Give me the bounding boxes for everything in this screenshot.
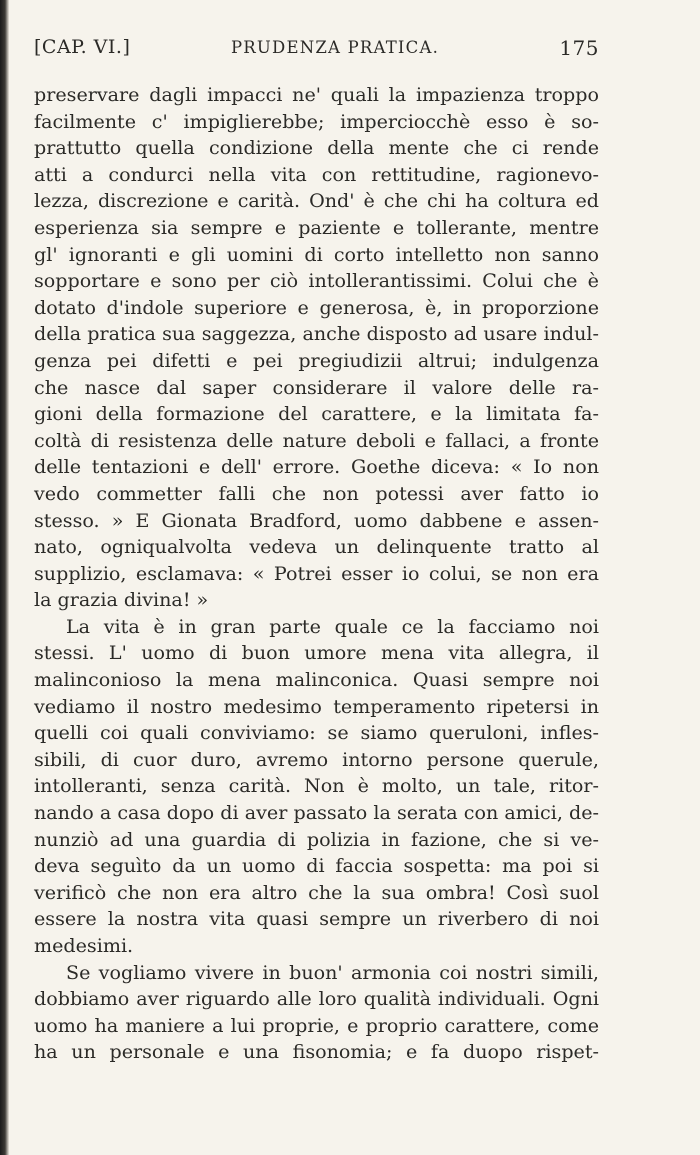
text-line: sibili, di cuor duro, avremo intorno persone querule, (34, 747, 599, 771)
text-line: deva seguìto da un uomo di faccia sospetta: ma poi si (34, 854, 599, 878)
text-line: supplizio, esclamava: « Potrei esser io colui, se non era (34, 561, 599, 585)
paragraph-1 (34, 82, 599, 614)
text-line: che nasce dal saper considerare il valore delle ra- (34, 375, 599, 399)
running-title: PRUDENZA PRATICA. (231, 38, 440, 57)
page-number: 175 (559, 36, 599, 60)
text-line: esperienza sia sempre e paziente e tollerante, mentre (34, 215, 599, 239)
paragraph-3 (34, 960, 599, 1066)
text-line: verificò che non era altro che la sua ombra! Così suol (34, 880, 599, 904)
text-line: gl' ignoranti e gli uomini di corto intelletto non sanno (34, 242, 599, 266)
text-line: preservare dagli impacci ne' quali la impazienza troppo (34, 83, 599, 106)
text-line: nando a casa dopo di aver passato la serata con amici, de- (34, 801, 599, 825)
text-line: quelli coi quali conviviamo: se siamo queruloni, infles- (34, 721, 599, 745)
chapter-label: [CAP. VI.] (34, 36, 131, 58)
text-line: vediamo il nostro medesimo temperamento ripetersi in (34, 694, 599, 718)
paragraph-2 (34, 614, 599, 960)
text-line: coltà di resistenza delle nature deboli e fallaci, a fronte (34, 428, 599, 452)
text-line: stessi. L' uomo di buon umore mena vita allegra, il (34, 641, 599, 665)
text-line: dobbiamo aver riguardo alle loro qualità individuali. Ogni (34, 987, 599, 1011)
text-line: essere la nostra vita quasi sempre un riverbero di noi (34, 907, 599, 931)
text-line: genza pei difetti e pei pregiudizii altrui; indulgenza (34, 348, 599, 372)
text-line: intolleranti, senza carità. Non è molto, un tale, ritor- (34, 774, 599, 798)
text-line: gioni della formazione del carattere, e la limitata fa- (34, 402, 599, 426)
text-line: la grazia divina! » (34, 588, 209, 612)
text-line: delle tentazioni e dell' errore. Goethe diceva: « Io non (34, 455, 599, 479)
text-line: dotato d'indole superiore e generosa, è, in proporzione (34, 295, 599, 319)
body-text (34, 82, 599, 1066)
text-line: La vita è in gran parte quale ce la facciamo noi (66, 614, 599, 638)
book-page (34, 36, 599, 1066)
text-line: malinconioso la mena malinconica. Quasi sempre noi (34, 668, 599, 692)
running-header (34, 36, 599, 68)
text-line: atti a condurci nella vita con rettitudine, ragionevo- (34, 162, 599, 186)
text-line: sopportare e sono per ciò intollerantissimi. Colui che è (34, 269, 599, 293)
text-line: nunziò ad una guardia di polizia in fazione, che si ve- (34, 827, 599, 851)
text-line: vedo commetter falli che non potessi aver fatto io (34, 481, 599, 505)
text-line: prattutto quella condizione della mente che ci rende (34, 136, 599, 160)
text-line: ha un personale e una fisonomia; e fa duopo rispet- (34, 1040, 599, 1064)
text-line: nato, ogniqualvolta vedeva un delinquente tratto al (34, 535, 599, 559)
text-line: lezza, discrezione e carità. Ond' è che chi ha coltura ed (34, 189, 599, 213)
text-line: facilmente c' impiglierebbe; imperciocchè esso è so- (34, 109, 599, 133)
text-line: Se vogliamo vivere in buon' armonia coi nostri simili, (66, 960, 599, 984)
text-line: stesso. » E Gionata Bradford, uomo dabbene e assen- (34, 508, 599, 532)
text-line: uomo ha maniere a lui proprie, e proprio carattere, come (34, 1013, 599, 1037)
text-line: medesimi. (34, 934, 134, 957)
book-spine-edge (0, 0, 9, 1155)
text-line: della pratica sua saggezza, anche disposto ad usare indul- (34, 322, 599, 346)
